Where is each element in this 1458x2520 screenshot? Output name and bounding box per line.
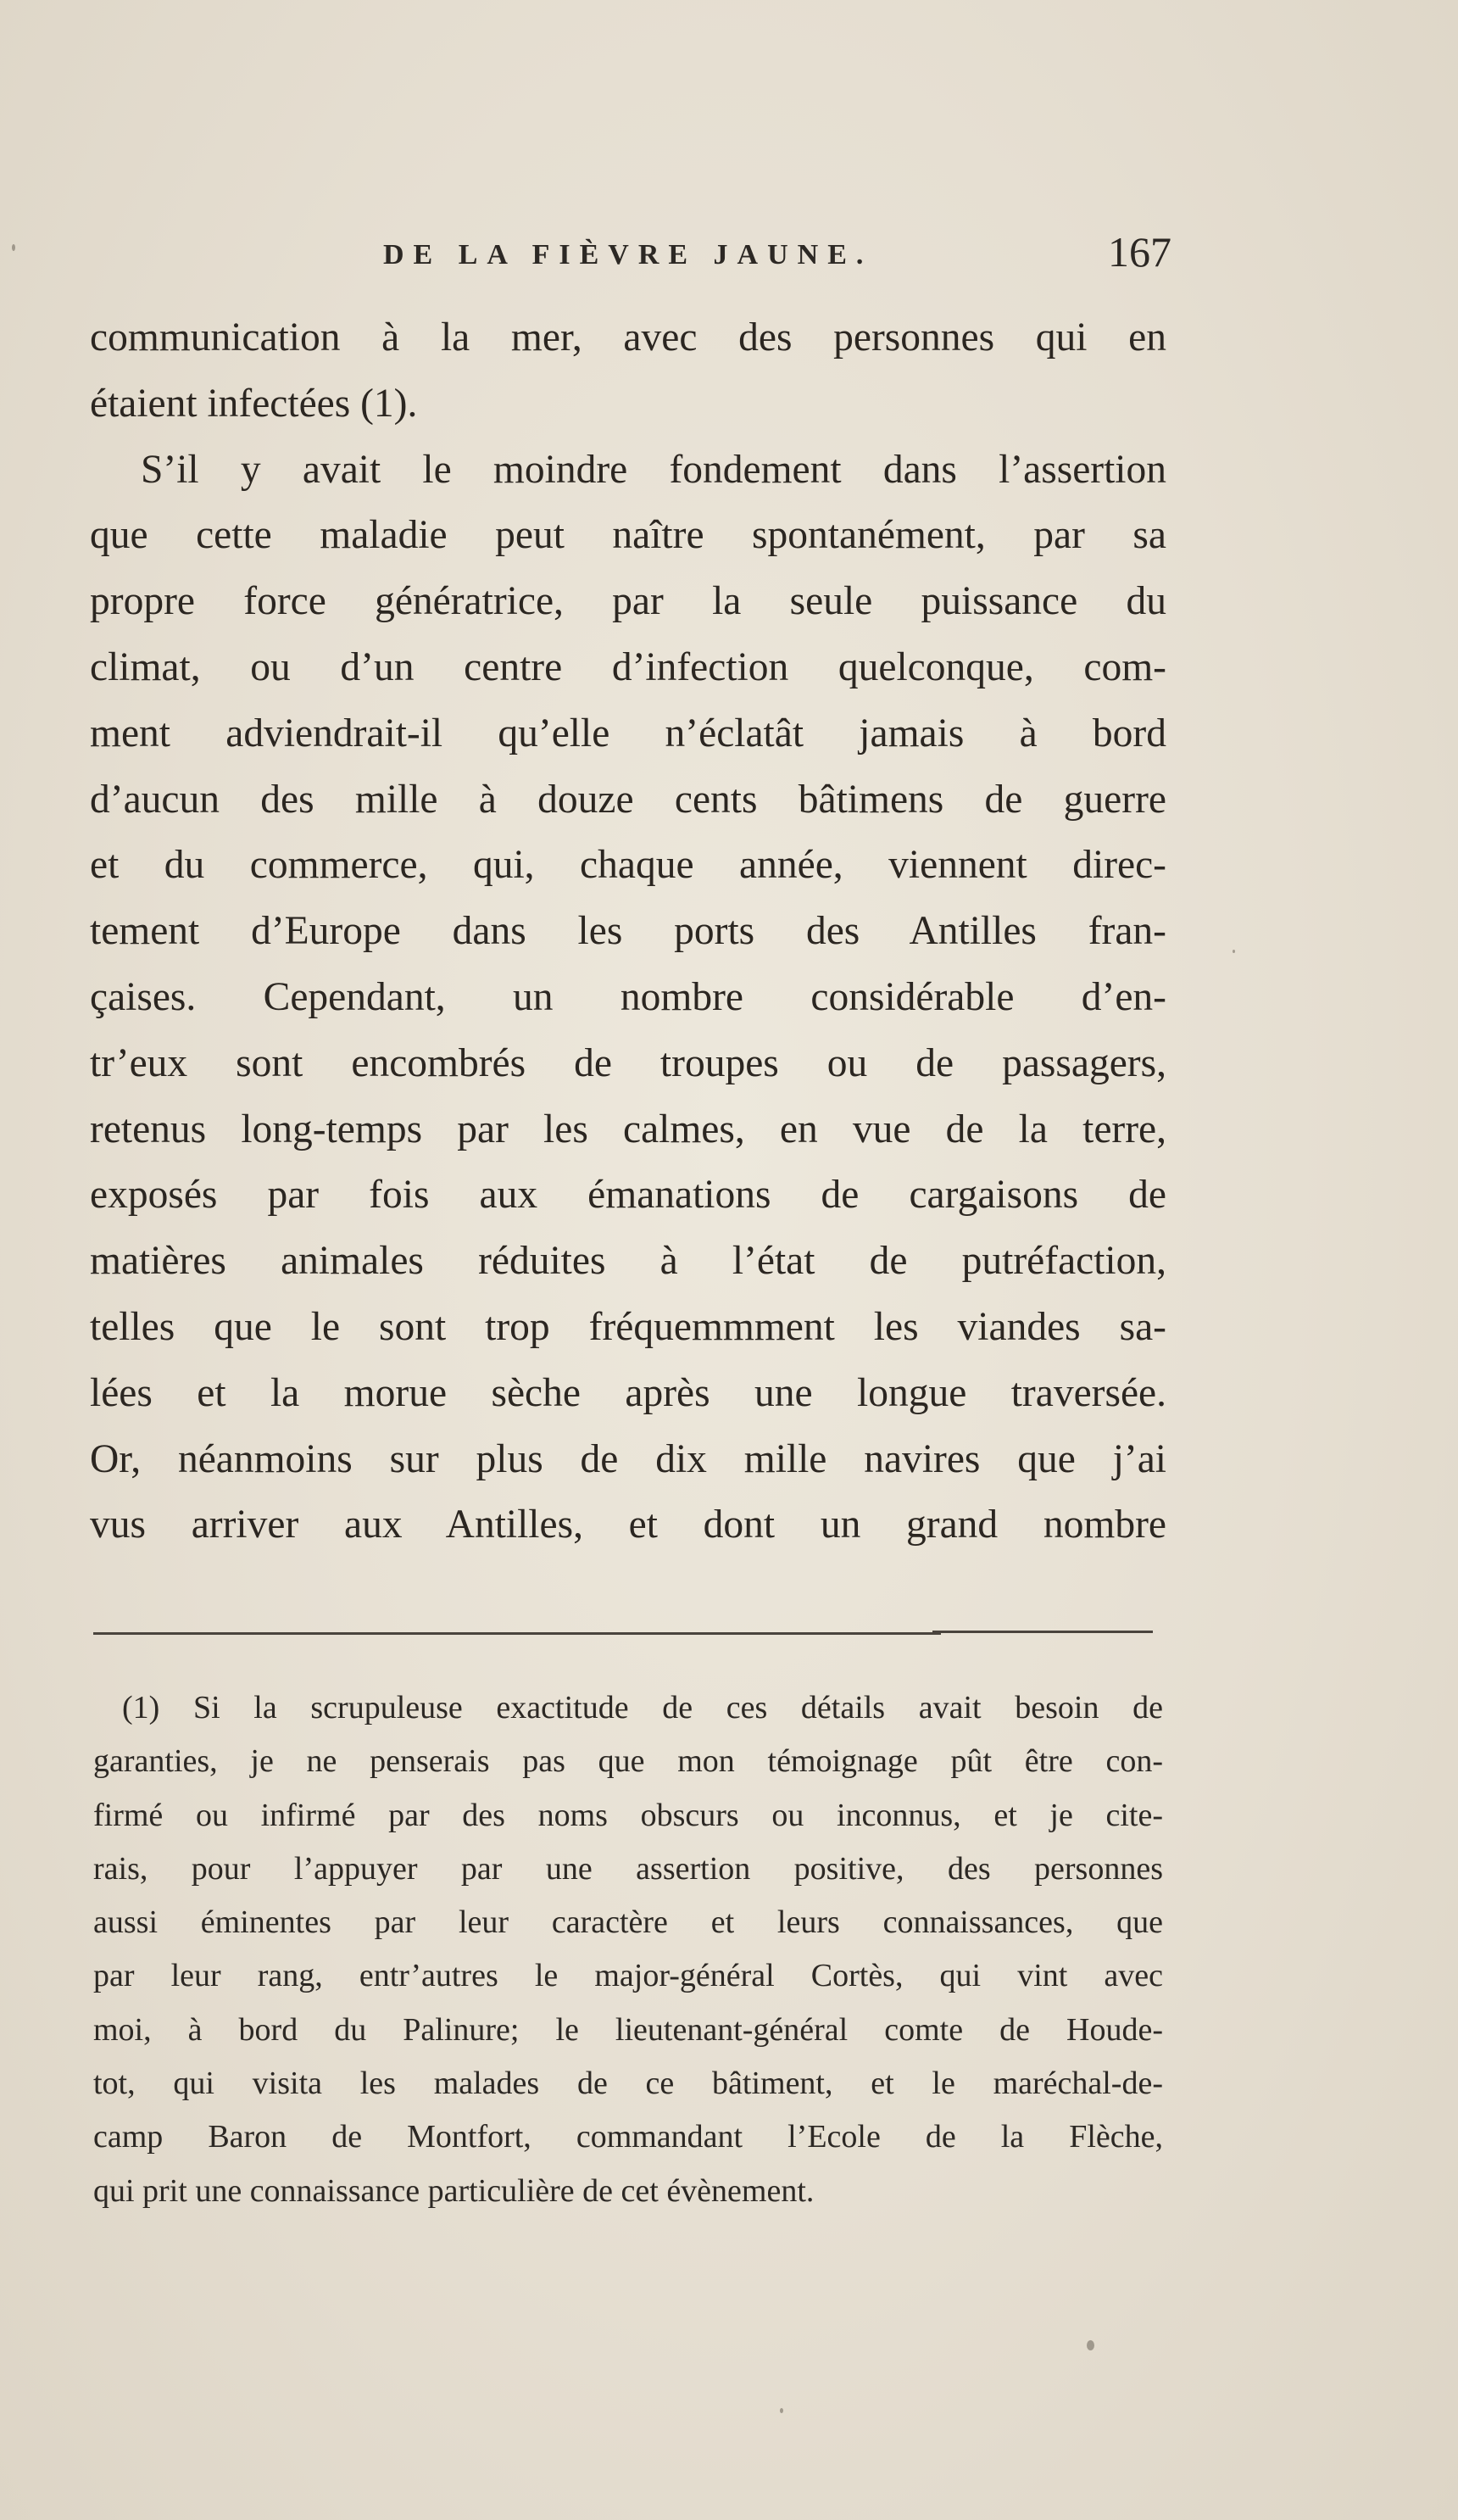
paper-speck (1087, 2340, 1094, 2350)
text-line: ment adviendrait-il qu’elle n’éclatât jamais à bord (90, 711, 1166, 755)
footnote-line: aussi éminentes par leur caractère et leurs connaissances, que (93, 1904, 1163, 1941)
text-line: çaises. Cependant, un nombre considérable d’en- (90, 974, 1166, 1019)
footnote-line: rais, pour l’appuyer par une assertion positive, des personnes (93, 1850, 1163, 1887)
footnote (93, 1681, 1163, 2218)
paper-speck (780, 2408, 783, 2413)
running-title: DE LA FIÈVRE JAUNE. (383, 239, 873, 270)
text-line: tr’eux sont encombrés de troupes ou de passagers, (90, 1040, 1166, 1085)
text-line: d’aucun des mille à douze cents bâtimens de guerre (90, 777, 1166, 822)
footnote-line: (1) Si la scrupuleuse exactitude de ces détails avait besoin de (122, 1690, 1163, 1726)
text-line: Or, néanmoins sur plus de dix mille navires que j’ai (90, 1436, 1166, 1481)
text-line: communication à la mer, avec des personnes qui en (90, 315, 1166, 360)
text-line: exposés par fois aux émanations de cargaisons de (90, 1173, 1166, 1218)
text-line: tement d’Europe dans les ports des Antilles fran- (90, 909, 1166, 954)
text-line: telles que le sont trop fréquemmment les viandes sa- (90, 1304, 1166, 1349)
footnote-line: par leur rang, entr’autres le major-général Cortès, qui vint avec (93, 1958, 1163, 1994)
text-line: propre force génératrice, par la seule puissance du (90, 579, 1166, 624)
text-line: matières animales réduites à l’état de putréfaction, (90, 1239, 1166, 1284)
page-number: 167 (1108, 228, 1171, 276)
footnote-line: moi, à bord du Palinure; le lieutenant-général comte de Houde- (93, 2011, 1163, 2048)
paper-speck (12, 244, 15, 251)
footnote-line: camp Baron de Montfort, commandant l’Ecole de la Flèche, (93, 2119, 1163, 2155)
text-line: retenus long-temps par les calmes, en vue de la terre, (90, 1107, 1166, 1151)
page-header (383, 227, 1171, 287)
text-line: S’il y avait le moindre fondement dans l’assertion (141, 447, 1166, 492)
footnote-separator-rule (93, 1632, 941, 1635)
footnote-line: garanties, je ne penserais pas que mon témoignage pût être con- (93, 1743, 1163, 1780)
text-line: étaient infectées (1). (90, 381, 418, 426)
text-line: climat, ou d’un centre d’infection quelconque, com- (90, 644, 1166, 689)
text-line: et du commerce, qui, chaque année, viennent direc- (90, 843, 1166, 888)
body-text (90, 305, 1166, 1558)
footnote-separator-rule (932, 1631, 1153, 1633)
text-line: que cette maladie peut naître spontanément, par sa (90, 513, 1166, 558)
footnote-line: firmé ou infirmé par des noms obscurs ou inconnus, et je cite- (93, 1797, 1163, 1833)
footnote-line: qui prit une connaissance particulière de cet évènement. (93, 2172, 815, 2209)
text-line: lées et la morue sèche après une longue traversée. (90, 1370, 1166, 1415)
text-line: vus arriver aux Antilles, et dont un grand nombre (90, 1503, 1166, 1547)
paper-speck (1233, 950, 1235, 953)
footnote-line: tot, qui visita les malades de ce bâtiment, et le maréchal-de- (93, 2066, 1163, 2102)
